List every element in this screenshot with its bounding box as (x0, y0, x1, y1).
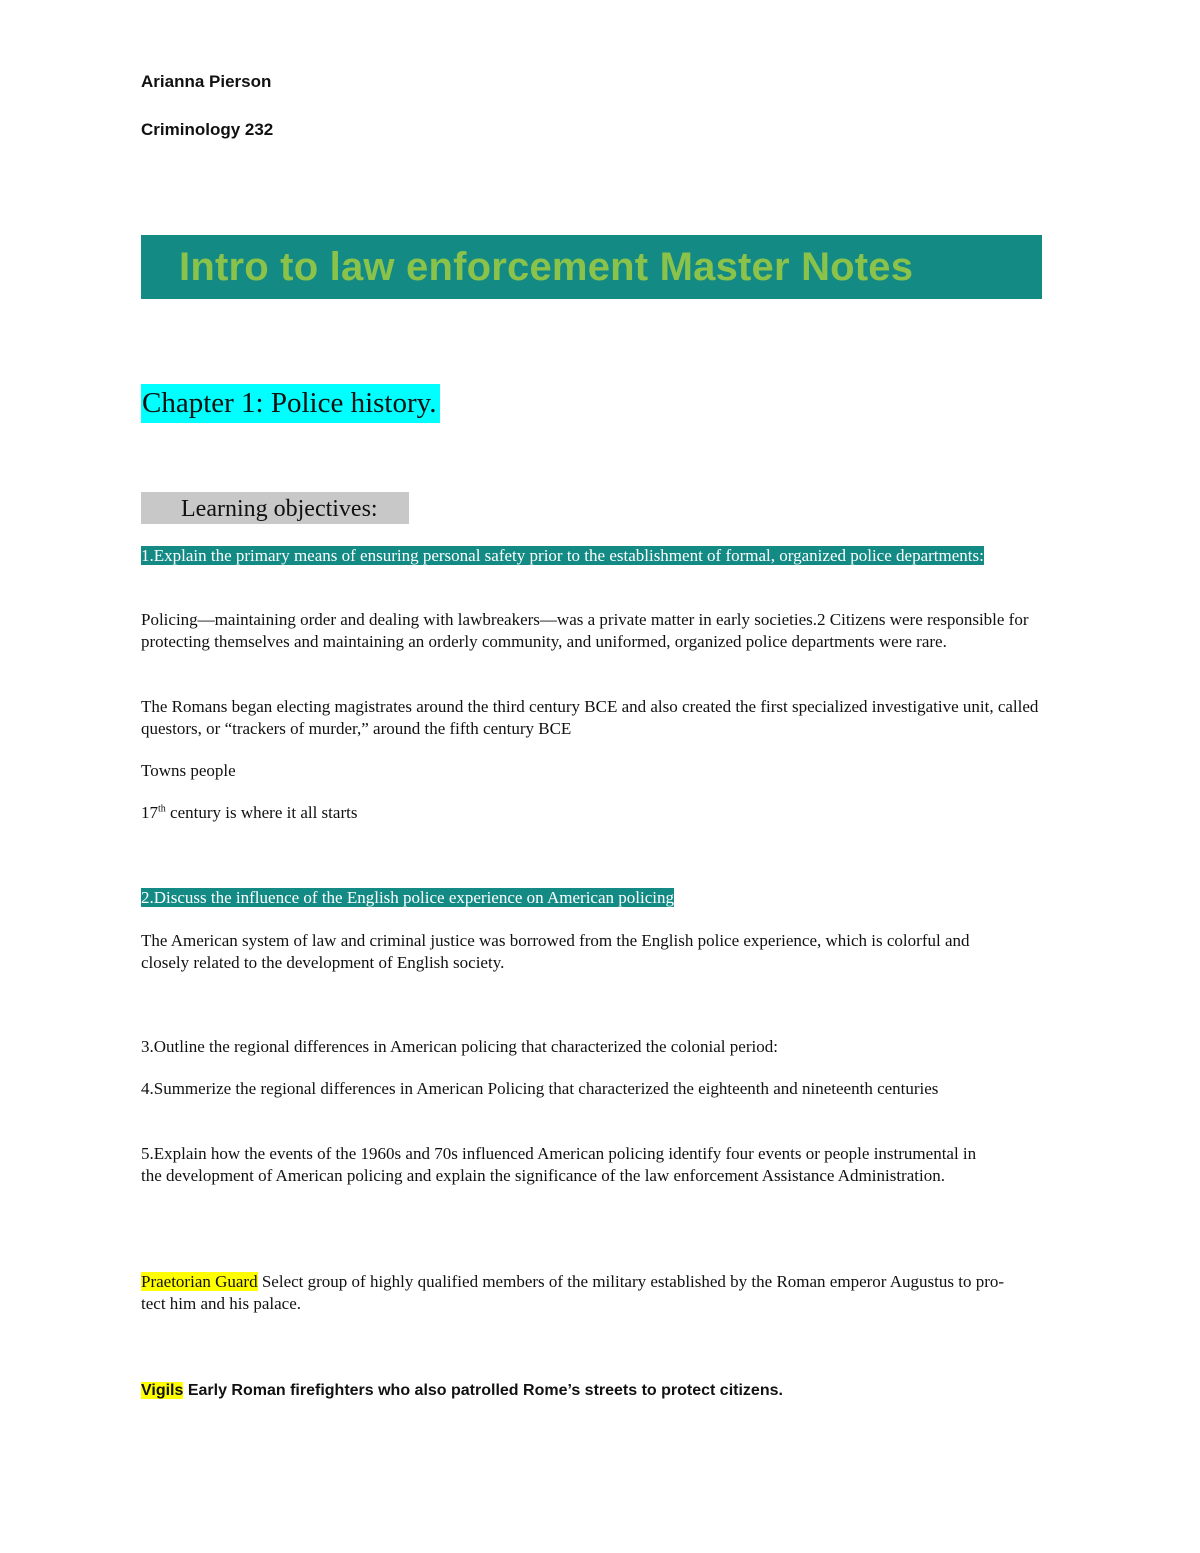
objective-2 (141, 887, 1046, 909)
century-rest: century is where it all starts (165, 803, 358, 822)
objectives-banner (141, 492, 409, 524)
objective-1-text: 1.Explain the primary means of ensuring personal safety prior to the establishment of formal, organized police departments: (141, 546, 984, 565)
objective-2-body: The American system of law and criminal justice was borrowed from the English police experience, which is colorful and closely related to the development of English society. (141, 931, 970, 972)
romans-paragraph: The Romans began electing magistrates around the third century BCE and also created the first specialized investigative unit, called questors, or “trackers of murder,” around the fifth century BCE (141, 697, 1039, 738)
document-title: Intro to law enforcement Master Notes (179, 245, 914, 289)
term-vigils (141, 1380, 1046, 1402)
term-praetorian-label: Praetorian Guard (141, 1272, 258, 1291)
policing-paragraph: Policing—maintaining order and dealing with lawbreakers—was a private matter in early societies.2 Citizens were responsible for protecting themselves and maintaining an orderly community, and uniformed, organized police departments were rare. (141, 610, 1029, 651)
objectives-heading: Learning objectives: (181, 496, 378, 522)
objective-2-text: 2.Discuss the influence of the English police experience on American policing (141, 888, 674, 907)
title-banner (141, 235, 1042, 299)
objective-3: 3.Outline the regional differences in American policing that characterized the colonial period: (141, 1037, 778, 1056)
chapter-heading: Chapter 1: Police history. (141, 384, 440, 423)
term-vigils-definition: Early Roman firefighters who also patrolled Rome’s streets to protect citizens. (183, 1382, 783, 1399)
century-paragraph (141, 802, 1046, 824)
term-vigils-label: Vigils (141, 1382, 184, 1399)
objective-4: 4.Summerize the regional differences in American Policing that characterized the eighteenth and nineteenth centuries (141, 1079, 939, 1098)
objective-5: 5.Explain how the events of the 1960s and 70s influenced American policing identify four events or people instrumental in the development of American policing and explain the significance of the law enforcement Assistance Administration. (141, 1144, 977, 1185)
century-superscript: th (158, 803, 166, 815)
term-praetorian-definition: Select group of highly qualified members of the military established by the Roman emperor Augustus to pro- tect him and his palace. (141, 1272, 1005, 1313)
objective-1 (141, 545, 1021, 567)
term-praetorian-guard (141, 1271, 1021, 1315)
author-name: Arianna Pierson (141, 72, 272, 91)
century-number: 17 (141, 803, 158, 822)
course-name: Criminology 232 (141, 120, 274, 139)
towns-paragraph: Towns people (141, 761, 236, 780)
